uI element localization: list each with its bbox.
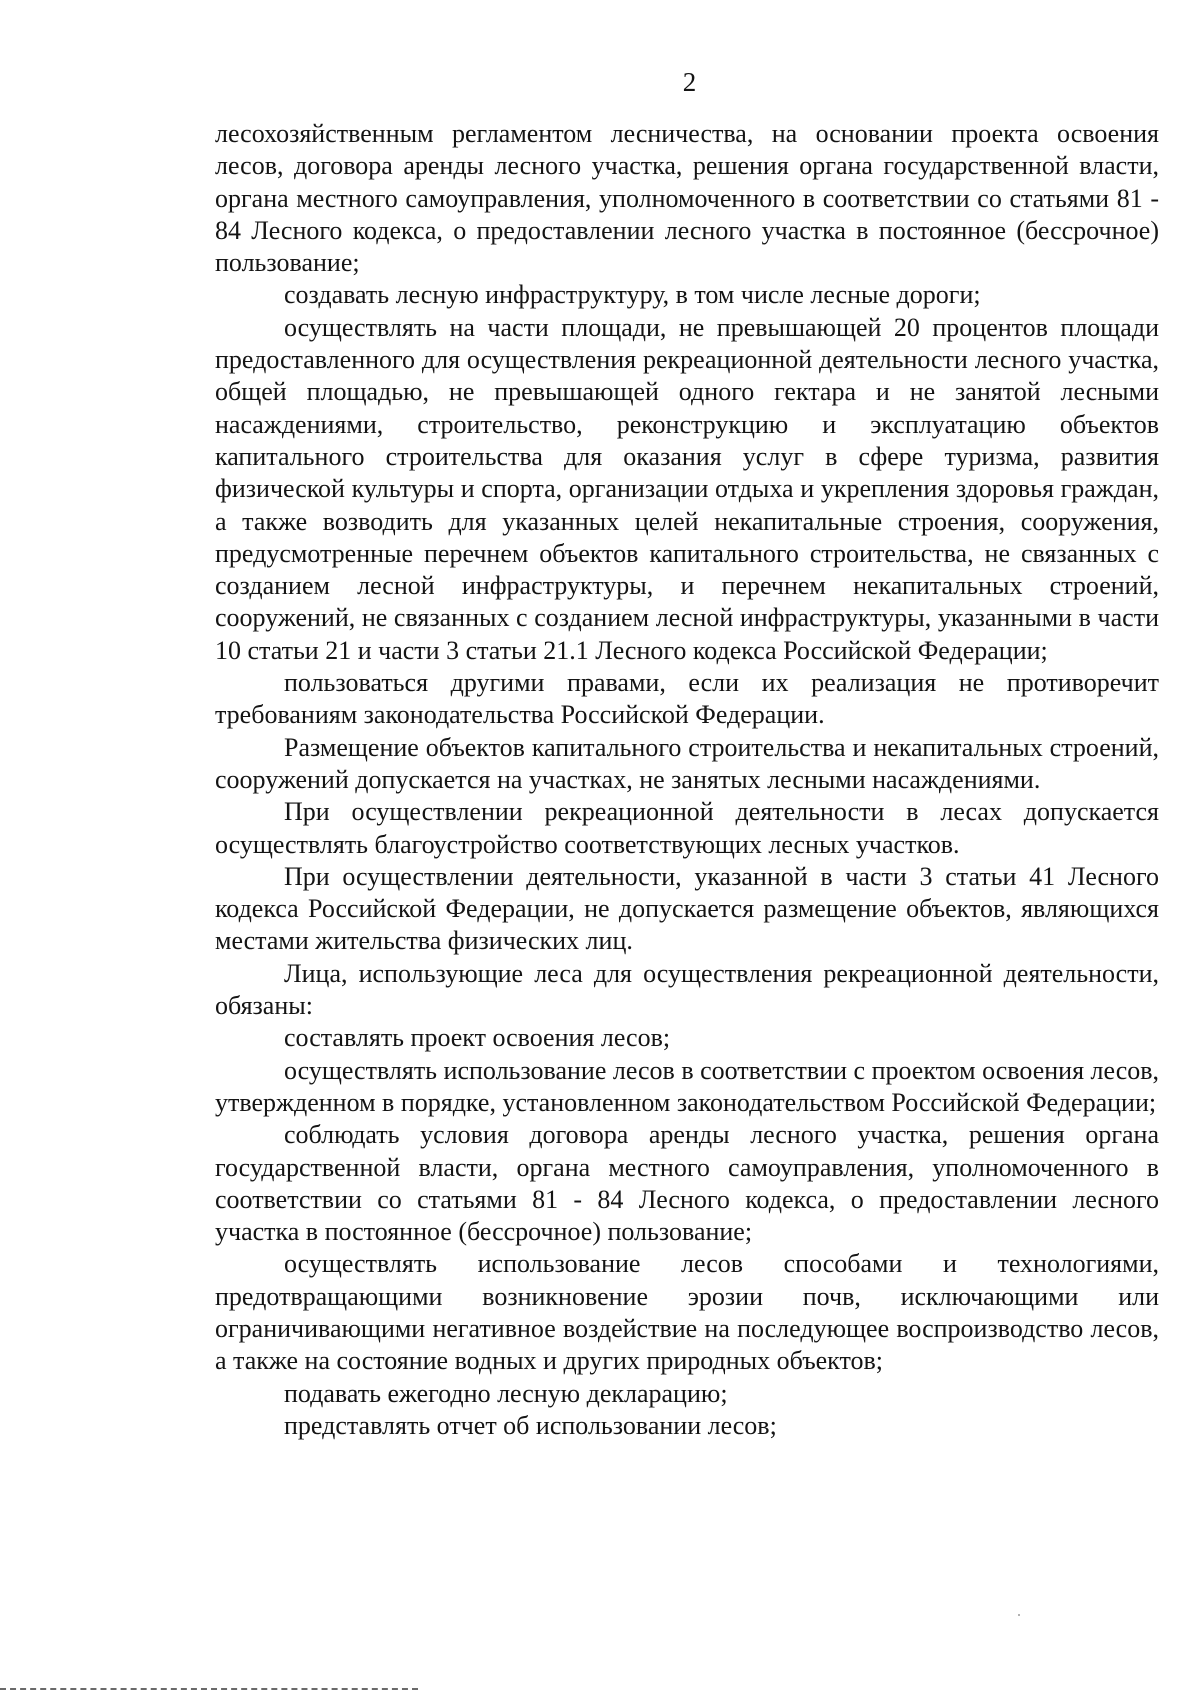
paragraph-other-rights: пользоваться другими правами, если их реализация не противоречит требованиям законодательства Российской Федерации. — [215, 668, 1159, 730]
paragraph-development-project: составлять проект освоения лесов; — [284, 1023, 671, 1053]
paragraph-declaration: подавать ежегодно лесную декларацию; — [284, 1378, 728, 1408]
paragraph-construction: осуществлять на части площади, не превышающей 20 процентов площади предоставленного для осуществления рекреационной деятельности лесного участка, общей площадью, не превышающей одного гектара и не занятой лесными насаждениями, строительство, реконструкцию и эксплуатацию объектов капитального строительства для оказания услуг в сфере туризма, развития физической культуры и спорта, организации отдыха и укрепления здоровья граждан, а также возводить для указанных целей некапитальные строения, сооружения, предусмотренные перечнем объектов капитального строительства, не связанных с созданием лесной инфраструктуры, и перечнем некапитальных строений, сооружений, не связанных с созданием лесной инфраструктуры, указанными в части 10 статьи 21 и части 3 статьи 21.1 Лесного кодекса Российской Федерации; — [215, 312, 1159, 665]
paragraph-infrastructure: создавать лесную инфраструктуру, в том числе лесные дороги; — [284, 280, 981, 310]
paragraph-residence-ban: При осуществлении деятельности, указанной в части 3 статьи 41 Лесного кодекса Российской Федерации, не допускается размещение объектов, являющихся местами жительства физических лиц. — [215, 861, 1159, 956]
paragraph-use-per-project: осуществлять использование лесов в соответствии с проектом освоения лесов, утвержденном в порядке, установленном законодательством Российской Федерации; — [215, 1055, 1160, 1117]
paragraph-erosion-prevention: осуществлять использование лесов способами и технологиями, предотвращающими возникновение эрозии почв, исключающими или ограничивающими негативное воздействие на последующее воспроизводство лесов, а также на состояние водных и других природных объектов; — [215, 1249, 1159, 1376]
paragraph-usage-report: представлять отчет об использовании лесов; — [284, 1410, 777, 1440]
bottom-scan-edge — [0, 1688, 418, 1690]
paragraph-placement: Размещение объектов капитального строительства и некапитальных строений, сооружений допускается на участках, не занятых лесными насаждениями. — [215, 732, 1159, 794]
page-number: 2 — [682, 67, 697, 97]
paragraph-continuation: лесохозяйственным регламентом лесничества, на основании проекта освоения лесов, договора аренды лесного участка, решения органа государственной власти, органа местного самоуправления, уполномоченного в соответствии со статьями 81 - 84 Лесного кодекса, о предоставлении лесного участка в постоянное (бессрочное) пользование; — [215, 119, 1159, 278]
document-body — [215, 118, 1159, 1442]
paragraph-obligations-intro: Лица, использующие леса для осуществления рекреационной деятельности, обязаны: — [215, 958, 1159, 1021]
scan-speck — [1018, 1614, 1020, 1616]
paragraph-landscaping: При осуществлении рекреационной деятельности в лесах допускается осуществлять благоустройство соответствующих лесных участков. — [215, 797, 1159, 859]
paragraph-lease-conditions: соблюдать условия договора аренды лесного участка, решения органа государственной власти, органа местного самоуправления, уполномоченного в соответствии со статьями 81 - 84 Лесного кодекса, о предоставлении лесного участка в постоянное (бессрочное) пользование; — [215, 1120, 1159, 1247]
